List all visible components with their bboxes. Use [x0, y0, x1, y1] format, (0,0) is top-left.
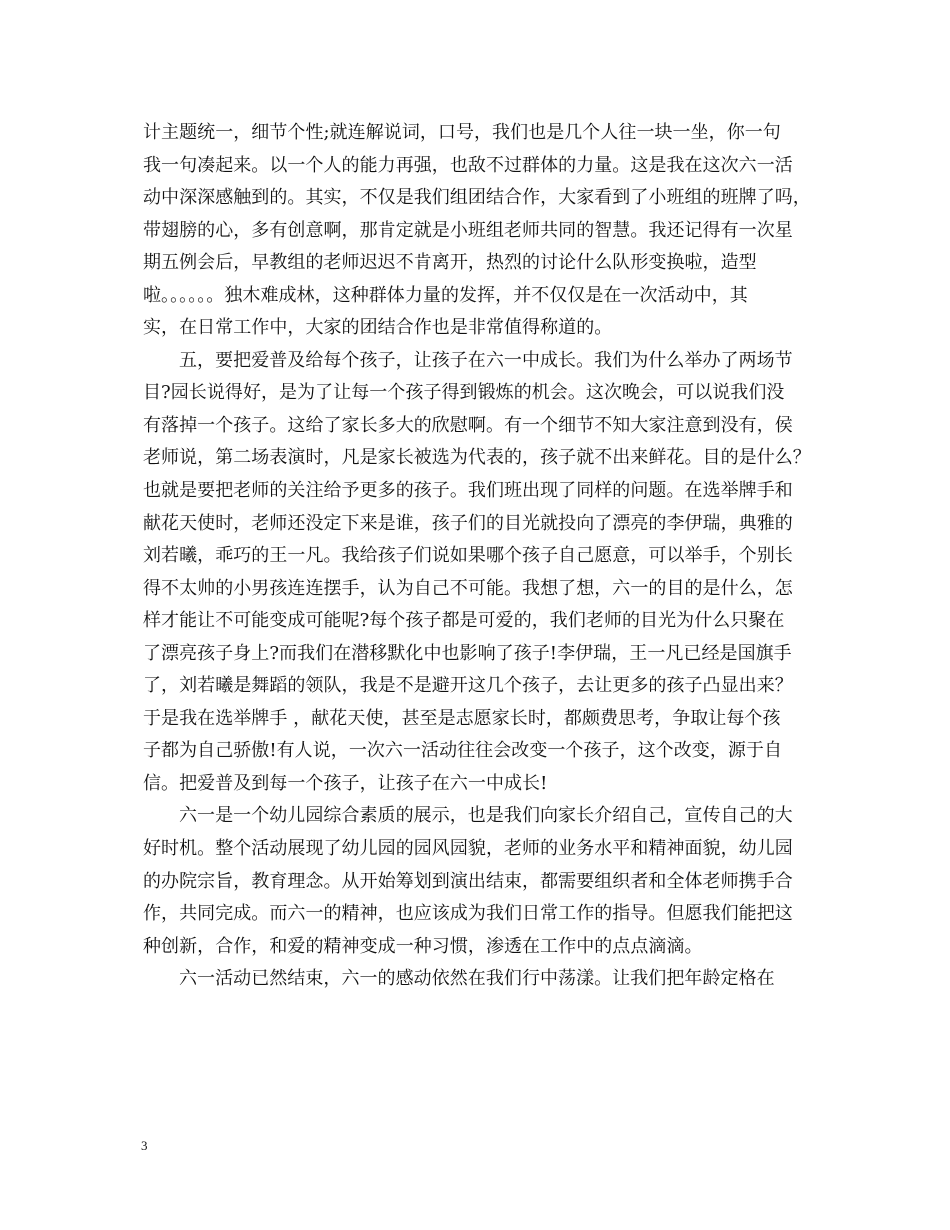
text-line: 老师说，第二场表演时，凡是家长被选为代表的，孩子就不出来鲜花。目的是什么？	[143, 447, 811, 469]
text-line: 样才能让不可能变成可能呢?每个孩子都是可爱的，我们老师的目光为什么只聚在	[143, 610, 785, 632]
paragraph-first-line: 六一是一个幼儿园综合素质的展示，也是我们向家长介绍自己，宣传自己的大	[179, 805, 793, 827]
text-line: 啦。。。。。。独木难成林，这种群体力量的发挥，并不仅仅是在一次活动中，其	[143, 284, 748, 306]
text-line: 作，共同完成。而六一的精神，也应该成为我们日常工作的指导。但愿我们能把这	[143, 903, 793, 925]
text-line: 也就是要把老师的关注给予更多的孩子。我们班出现了同样的问题。在选举牌手和	[143, 480, 793, 502]
text-line: 信。把爱普及到每一个孩子，让孩子在六一中成长!	[143, 772, 548, 794]
text-line: 得不太帅的小男孩连连摆手，认为自己不可能。我想了想，六一的目的是什么，怎	[143, 577, 793, 599]
text-line: 实，在日常工作中，大家的团结合作也是非常值得称道的。	[143, 317, 613, 339]
page-number: 3	[141, 1138, 148, 1153]
text-line: 动中深深感触到的。其实，不仅是我们组团结合作，大家看到了小班组的班牌了吗，	[143, 187, 811, 209]
body-text	[143, 117, 818, 996]
text-line: 于是我在选举牌手 ，献花天使，甚至是志愿家长时，都颇费思考，争取让每个孩	[143, 707, 781, 729]
text-line: 我一句凑起来。以一个人的能力再强，也敌不过群体的力量。这是我在这次六一活	[143, 154, 793, 176]
text-line: 计主题统一，细节个性;就连解说词，口号，我们也是几个人往一块一坐，你一句	[143, 122, 781, 143]
text-line: 好时机。整个活动展现了幼儿园的园风园貌，老师的业务水平和精神面貌，幼儿园	[143, 838, 793, 860]
text-line: 子都为自己骄傲!有人说，一次六一活动往往会改变一个孩子，这个改变，源于自	[143, 740, 783, 762]
text-line: 了，刘若曦是舞蹈的领队，我是不是避开这几个孩子，去让更多的孩子凸显出来？	[143, 675, 793, 697]
text-line: 带翅膀的心，多有创意啊，那肯定就是小班组老师共同的智慧。我还记得有一次星	[143, 219, 793, 241]
text-line: 目?园长说得好，是为了让每一个孩子得到锻炼的机会。这次晚会，可以说我们没	[143, 382, 785, 404]
paragraph-first-line: 五，要把爱普及给每个孩子，让孩子在六一中成长。我们为什么举办了两场节	[179, 349, 793, 371]
paragraph-first-line: 六一活动已然结束，六一的感动依然在我们行中荡漾。让我们把年龄定格在	[179, 968, 775, 990]
text-line: 了漂亮孩子身上?而我们在潜移默化中也影响了孩子!李伊瑞，王一凡已经是国旗手	[143, 642, 792, 664]
text-line: 有落掉一个孩子。这给了家长多大的欣慰啊。有一个细节不知大家注意到没有，侯	[143, 414, 793, 436]
text-line: 种创新，合作，和爱的精神变成一种习惯，渗透在工作中的点点滴滴。	[143, 935, 703, 957]
text-line: 期五例会后，早教组的老师迟迟不肯离开，热烈的讨论什么队形变换啦，造型	[143, 252, 757, 274]
text-line: 献花天使时，老师还没定下来是谁，孩子们的目光就投向了漂亮的李伊瑞，典雅的	[143, 512, 793, 534]
text-line: 刘若曦，乖巧的王一凡。我给孩子们说如果哪个孩子自己愿意，可以举手，个别长	[143, 545, 793, 567]
text-line: 的办院宗旨，教育理念。从开始筹划到演出结束，都需要组织者和全体老师携手合	[143, 870, 793, 892]
